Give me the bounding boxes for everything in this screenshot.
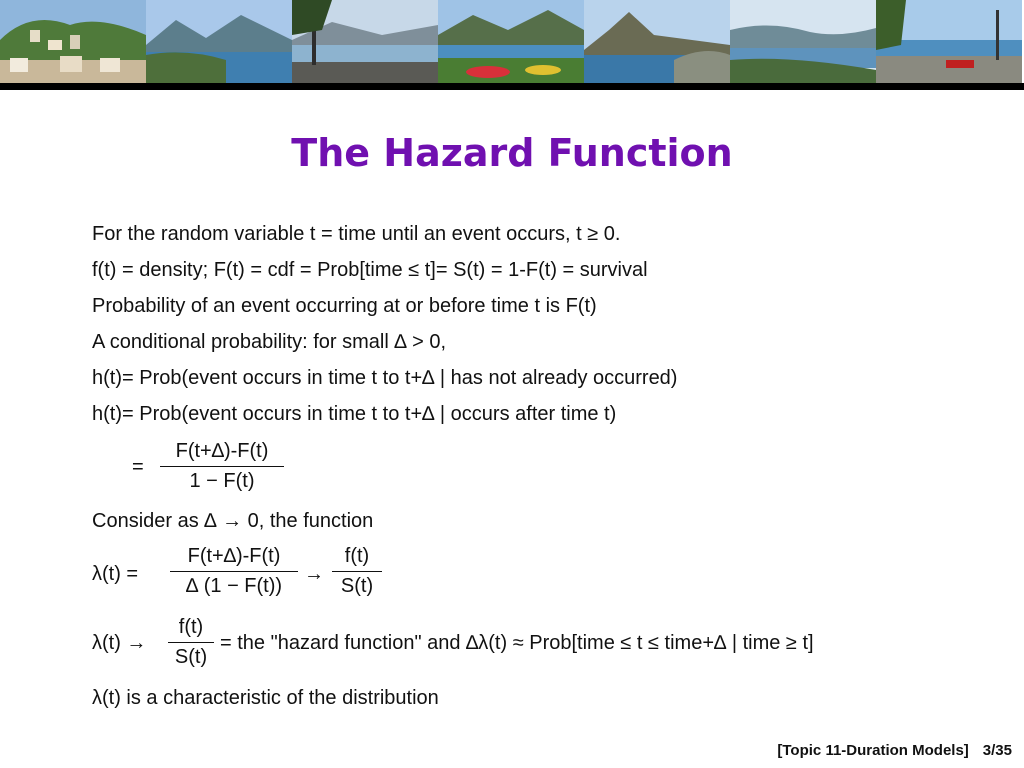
eq2-numerator: F(t+∆)-F(t) bbox=[170, 545, 298, 572]
eq3-numerator: f(t) bbox=[168, 616, 214, 643]
eq3-fraction bbox=[168, 616, 214, 669]
slide-footer bbox=[763, 742, 1012, 759]
eq2-lhs: λ(t) = bbox=[92, 563, 139, 585]
text-line-characteristic: λ(t) is a characteristic of the distribution bbox=[92, 687, 439, 709]
banner-photo-flower-garden bbox=[438, 0, 584, 83]
eq2-arrow: → bbox=[304, 563, 324, 585]
footer-page-number: 3/35 bbox=[982, 742, 1012, 759]
banner-divider bbox=[0, 83, 1024, 90]
eq1-numerator: F(t+∆)-F(t) bbox=[160, 440, 284, 467]
photo-banner bbox=[0, 0, 1024, 83]
eq3-lhs: λ(t) → bbox=[92, 632, 147, 654]
text-line-hazard-def-2: h(t)= Prob(event occurs in time t to t+∆ | occurs after time t) bbox=[92, 403, 617, 425]
text-line-hazard-def-1: h(t)= Prob(event occurs in time t to t+∆ | has not already occurred) bbox=[92, 367, 678, 389]
banner-photo-lakeside-promenade bbox=[292, 0, 438, 83]
eq2-denominator: ∆ (1 − F(t)) bbox=[185, 575, 283, 597]
eq2-limit-denominator: S(t) bbox=[340, 575, 374, 597]
text-line-density-cdf: f(t) = density; F(t) = cdf = Prob[time ≤ t]= S(t) = 1-F(t) = survival bbox=[92, 259, 648, 281]
banner-photo-lake-mountains bbox=[146, 0, 292, 83]
eq1-lhs: = bbox=[132, 456, 144, 478]
eq2-limit-fraction bbox=[332, 545, 382, 598]
banner-photo-lake-panorama bbox=[730, 0, 876, 83]
footer-topic: [Topic 11-Duration Models] bbox=[777, 742, 969, 759]
eq1-fraction bbox=[160, 440, 284, 493]
text-line-probability: Probability of an event occurring at or before time t is F(t) bbox=[92, 295, 597, 317]
banner-photo-shore-bench bbox=[876, 0, 1022, 83]
text-line-conditional: A conditional probability: for small ∆ > 0, bbox=[92, 331, 447, 353]
eq3-rhs: = the "hazard function" and ∆λ(t) ≈ Prob[time ≤ t ≤ time+∆ | time ≥ t] bbox=[220, 632, 814, 654]
eq3-denominator: S(t) bbox=[174, 646, 208, 668]
text-line-limit: Consider as ∆ → 0, the function bbox=[92, 510, 374, 532]
eq1-denominator: 1 − F(t) bbox=[189, 470, 255, 492]
banner-photo-mountain-lake bbox=[584, 0, 730, 83]
slide-title: The Hazard Function bbox=[291, 131, 733, 175]
eq2-fraction bbox=[170, 545, 298, 598]
text-line-random-variable: For the random variable t = time until an event occurs, t ≥ 0. bbox=[92, 223, 621, 245]
banner-photo-hillside-town bbox=[0, 0, 146, 83]
eq2-limit-numerator: f(t) bbox=[332, 545, 382, 572]
